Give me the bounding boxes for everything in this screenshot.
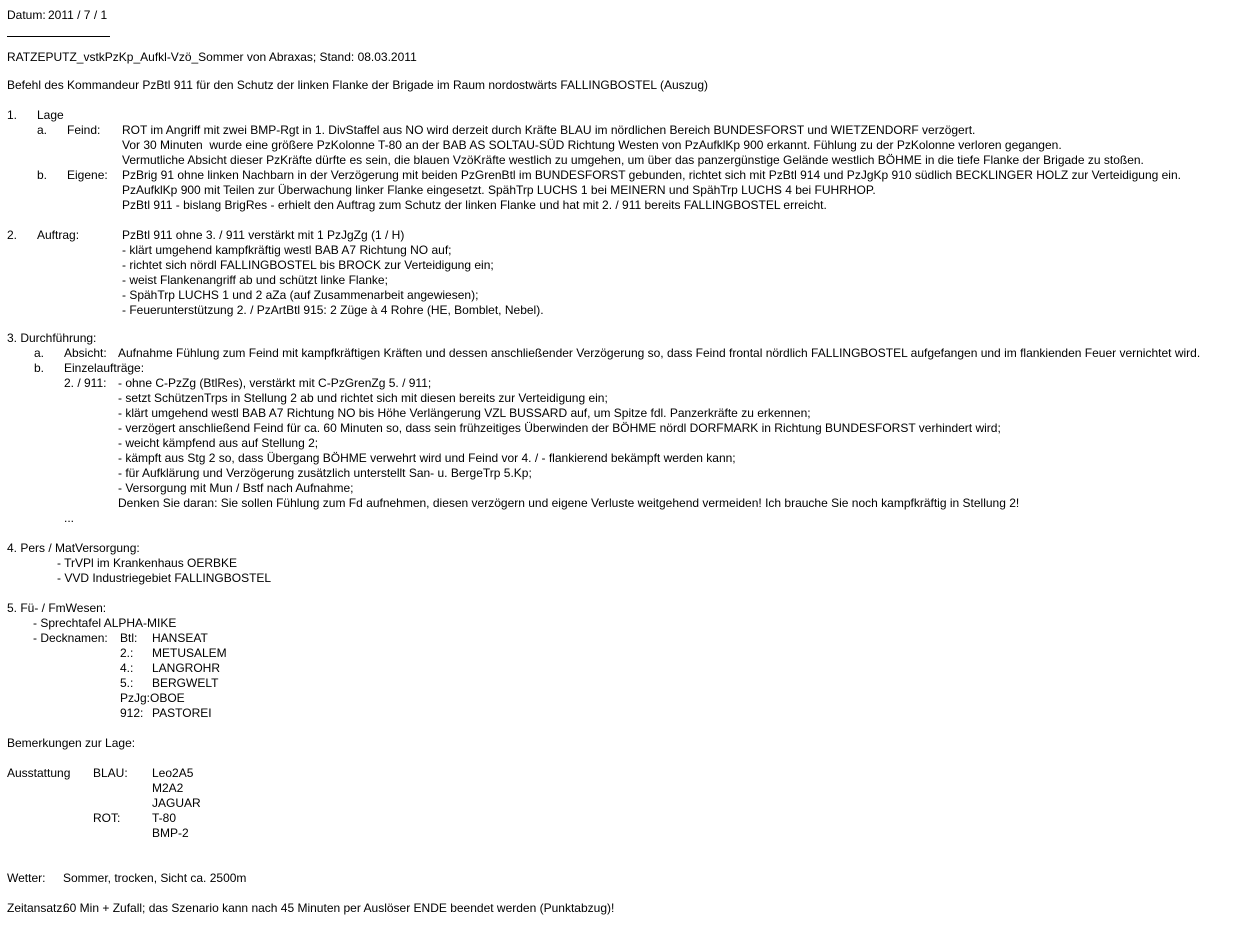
order-title-line-seg-0: Befehl des Kommandeur PzBtl 911 für den Schutz der linken Flanke der Brigade im Raum nordostwärts FALLINGBOSTEL (Auszug) bbox=[7, 78, 708, 92]
auftrag-line-5-seg-0: - SpähTrp LUCHS 1 und 2 aZa (auf Zusammenarbeit angewiesen); bbox=[122, 288, 479, 302]
ausstattung-line-5-seg-0: BMP-2 bbox=[152, 826, 189, 840]
lage-heading-line-seg-1: Lage bbox=[37, 108, 64, 122]
einzelauftraege-heading-line bbox=[0, 361, 1244, 376]
auftrag-line-3 bbox=[0, 258, 1244, 273]
ausstattung-line-2-seg-0: M2A2 bbox=[152, 781, 184, 795]
ausstattung-line-4-seg-0: ROT: bbox=[93, 811, 121, 825]
zeitansatz-line bbox=[0, 901, 1244, 916]
ellipsis-line-seg-0: ... bbox=[64, 511, 75, 525]
deckname-line-4-seg-1: BERGWELT bbox=[152, 676, 219, 690]
zeitansatz-line-seg-0: Zeitansatz: bbox=[7, 901, 66, 915]
durchfuehrung-heading-line-seg-0: 3. Durchführung: bbox=[7, 331, 97, 345]
einzelauftrag-line-5 bbox=[0, 436, 1244, 451]
wetter-line-seg-1: Sommer, trocken, Sicht ca. 2500m bbox=[63, 871, 247, 885]
einzelauftrag-line-2-seg-0: - setzt SchützenTrps in Stellung 2 ab und richtet sich mit diesen bereits zur Verteidigung ein; bbox=[118, 391, 608, 405]
deckname-line-3-seg-0: 4.: bbox=[120, 661, 134, 675]
eigene-line-1-seg-2: PzBrig 91 ohne linken Nachbarn in der Verzögerung mit beiden PzGrenBtl im BUNDESFORST gebunden, richtet sich mit PzBtl 914 und PzJgKp 910 südlich BECKLINGER HOLZ zur Verteidigung ein. bbox=[122, 168, 1181, 182]
einzelauftrag-line-5-seg-0: - weicht kämpfend aus auf Stellung 2; bbox=[118, 436, 319, 450]
auftrag-line-6 bbox=[0, 303, 1244, 318]
einzelauftraege-heading-line-seg-0: b. bbox=[34, 361, 45, 375]
datum-underline-line bbox=[0, 29, 1244, 44]
eigene-line-2-seg-0: PzAufklKp 900 mit Teilen zur Überwachung linker Flanke eingesetzt. SpähTrp LUCHS 1 bei MEINERN und SpähTrp LUCHS 4 bei FUHRHOP. bbox=[122, 183, 876, 197]
auftrag-line-4 bbox=[0, 273, 1244, 288]
auftrag-line-1-seg-2: PzBtl 911 ohne 3. / 911 verstärkt mit 1 PzJgZg (1 / H) bbox=[122, 228, 405, 242]
datum-line-seg-0: Datum: bbox=[7, 8, 46, 22]
deckname-line-2-seg-0: 2.: bbox=[120, 646, 134, 660]
einzelauftrag-line-3-seg-0: - klärt umgehend westl BAB A7 Richtung NO bis Höhe Verlängerung VZL BUSSARD auf, um Spitze fdl. Panzerkräfte zu erkennen; bbox=[118, 406, 811, 420]
eigene-line-3 bbox=[0, 198, 1244, 213]
deckname-line-2 bbox=[0, 646, 1244, 661]
bemerkungen-heading-line bbox=[0, 736, 1244, 751]
absicht-line-seg-2: Aufnahme Fühlung zum Feind mit kampfkräftigen Kräften und dessen anschließender Verzögerung so, dass Feind frontal nördlich FALLINGBOSTEL aufgefangen und im flankienden Feuer vernichtet wird. bbox=[118, 346, 1201, 360]
feind-line-1-seg-2: ROT im Angriff mit zwei BMP-Rgt in 1. DivStaffel aus NO wird derzeit durch Kräfte BLAU im nördlichen Bereich BUNDESFORST und WIETZENDORF verzögert. bbox=[122, 123, 976, 137]
einzelauftrag-line-7 bbox=[0, 466, 1244, 481]
einzelauftrag-line-6-seg-0: - kämpft aus Stg 2 so, dass Übergang BÖHME verwehrt wird und Feind vor 4. / - flankierend bekämpft werden kann; bbox=[118, 451, 736, 465]
deckname-line-1 bbox=[0, 631, 1244, 646]
deckname-line-5 bbox=[0, 691, 1244, 706]
file-title-line bbox=[0, 50, 1244, 65]
deckname-line-5-seg-0: PzJg: bbox=[120, 691, 151, 705]
auftrag-line-3-seg-0: - richtet sich nördl FALLINGBOSTEL bis BROCK zur Verteidigung ein; bbox=[122, 258, 494, 272]
einzelauftrag-line-8-seg-0: - Versorgung mit Mun / Bstf nach Aufnahme; bbox=[118, 481, 354, 495]
ellipsis-line bbox=[0, 511, 1244, 526]
feind-line-1-seg-1: Feind: bbox=[67, 123, 101, 137]
file-title-line-seg-0: RATZEPUTZ_vstkPzKp_Aufkl-Vzö_Sommer von Abraxas; Stand: 08.03.2011 bbox=[7, 50, 417, 64]
persmat-line-1 bbox=[0, 556, 1244, 571]
einzelauftrag-line-9-seg-0: Denken Sie daran: Sie sollen Fühlung zum Fd aufnehmen, diesen verzögern und eigene Verluste weitgehend vermeiden! Ich brauche Sie noch kampfkräftig in Stellung 2! bbox=[118, 496, 1020, 510]
einzelauftrag-line-7-seg-0: - für Aufklärung und Verzögerung zusätzlich unterstellt San- u. BergeTrp 5.Kp; bbox=[118, 466, 532, 480]
deckname-line-4-seg-0: 5.: bbox=[120, 676, 134, 690]
einzelauftrag-line-6 bbox=[0, 451, 1244, 466]
persmat-line-2-seg-0: - VVD Industriegebiet FALLINGBOSTEL bbox=[57, 571, 272, 585]
deckname-line-6-seg-0: 912: bbox=[120, 706, 144, 720]
auftrag-line-1-seg-0: 2. bbox=[7, 228, 18, 242]
einzelauftrag-line-9 bbox=[0, 496, 1244, 511]
einzelauftrag-line-1 bbox=[0, 376, 1244, 391]
ausstattung-line-3 bbox=[0, 796, 1244, 811]
auftrag-line-2 bbox=[0, 243, 1244, 258]
fmwesen-heading-line-seg-0: 5. Fü- / FmWesen: bbox=[7, 601, 107, 615]
einzelauftrag-line-4 bbox=[0, 421, 1244, 436]
auftrag-line-1-seg-1: Auftrag: bbox=[37, 228, 80, 242]
ausstattung-line-1-seg-0: Ausstattung bbox=[7, 766, 71, 780]
persmat-heading-line-seg-0: 4. Pers / MatVersorgung: bbox=[7, 541, 140, 555]
einzelauftrag-line-4-seg-0: - verzögert anschließend Feind für ca. 60 Minuten so, dass sein frühzeitiges Überwinden der BÖHME nördl DORFMARK in Richtung BUNDESFORST verhindert wird; bbox=[118, 421, 1001, 435]
auftrag-line-5 bbox=[0, 288, 1244, 303]
deckname-line-4 bbox=[0, 676, 1244, 691]
eigene-line-1-seg-0: b. bbox=[37, 168, 48, 182]
lage-heading-line-seg-0: 1. bbox=[7, 108, 18, 122]
feind-line-3-seg-0: Vermutliche Absicht dieser PzKräfte dürfte es sein, die blauen VzöKräfte westlich zu umgehen, um über das panzergünstige Gelände westlich BÖHME in die tiefe Flanke der Brigade zu stoßen. bbox=[122, 153, 1144, 167]
ausstattung-line-2 bbox=[0, 781, 1244, 796]
auftrag-line-1 bbox=[0, 228, 1244, 243]
ausstattung-line-4-seg-1: T-80 bbox=[152, 811, 177, 825]
ausstattung-line-4 bbox=[0, 811, 1244, 826]
sprechtafel-line-seg-0: - Sprechtafel ALPHA-MIKE bbox=[33, 616, 177, 630]
deckname-line-6-seg-1: PASTOREI bbox=[152, 706, 212, 720]
auftrag-line-4-seg-0: - weist Flankenangriff ab und schützt linke Flanke; bbox=[122, 273, 388, 287]
eigene-line-2 bbox=[0, 183, 1244, 198]
datum-line-seg-1: 2011 / 7 / 1 bbox=[48, 8, 108, 22]
zeitansatz-line-seg-1: 60 Min + Zufall; das Szenario kann nach 45 Minuten per Auslöser ENDE beendet werden (Punktabzug)! bbox=[63, 901, 615, 915]
ausstattung-line-5 bbox=[0, 826, 1244, 841]
ausstattung-line-1-seg-2: Leo2A5 bbox=[152, 766, 194, 780]
absicht-line-seg-1: Absicht: bbox=[64, 346, 107, 360]
order-title-line bbox=[0, 78, 1244, 93]
bemerkungen-heading-line-seg-0: Bemerkungen zur Lage: bbox=[7, 736, 136, 750]
ausstattung-line-3-seg-0: JAGUAR bbox=[152, 796, 201, 810]
einzelauftraege-heading-line-seg-1: Einzelaufträge: bbox=[64, 361, 145, 375]
feind-line-3 bbox=[0, 153, 1244, 168]
absicht-line-seg-0: a. bbox=[34, 346, 45, 360]
deckname-line-1-seg-2: HANSEAT bbox=[152, 631, 208, 645]
persmat-line-1-seg-0: - TrVPl im Krankenhaus OERBKE bbox=[57, 556, 238, 570]
deckname-line-5-seg-1: OBOE bbox=[150, 691, 185, 705]
eigene-line-3-seg-0: PzBtl 911 - bislang BrigRes - erhielt den Auftrag zum Schutz der linken Flanke und hat mit 2. / 911 bereits FALLINGBOSTEL erreicht. bbox=[122, 198, 827, 212]
einzelauftrag-line-1-seg-0: 2. / 911: bbox=[64, 376, 107, 390]
einzelauftrag-line-2 bbox=[0, 391, 1244, 406]
feind-line-1-seg-0: a. bbox=[37, 123, 48, 137]
sprechtafel-line bbox=[0, 616, 1244, 631]
lage-heading-line bbox=[0, 108, 1244, 123]
datum-line bbox=[0, 8, 1244, 23]
durchfuehrung-heading-line bbox=[0, 331, 1244, 346]
eigene-line-1-seg-1: Eigene: bbox=[67, 168, 108, 182]
persmat-line-2 bbox=[0, 571, 1244, 586]
feind-line-2 bbox=[0, 138, 1244, 153]
ausstattung-line-1 bbox=[0, 766, 1244, 781]
auftrag-line-6-seg-0: - Feuerunterstützung 2. / PzArtBtl 915: 2 Züge à 4 Rohre (HE, Bomblet, Nebel). bbox=[122, 303, 544, 317]
ausstattung-line-1-seg-1: BLAU: bbox=[93, 766, 128, 780]
einzelauftrag-line-1-seg-1: - ohne C-PzZg (BtlRes), verstärkt mit C-PzGrenZg 5. / 911; bbox=[118, 376, 432, 390]
deckname-line-3-seg-1: LANGROHR bbox=[152, 661, 221, 675]
feind-line-2-seg-0: Vor 30 Minuten wurde eine größere PzKolonne T-80 an der BAB AS SOLTAU-SÜD Richtung Westen von PzAufklKp 900 erkannt. Fühlung zu der PzKolonne verloren gegangen. bbox=[122, 138, 1062, 152]
einzelauftrag-line-3 bbox=[0, 406, 1244, 421]
wetter-line-seg-0: Wetter: bbox=[7, 871, 46, 885]
deckname-line-6 bbox=[0, 706, 1244, 721]
persmat-heading-line bbox=[0, 541, 1244, 556]
einzelauftrag-line-8 bbox=[0, 481, 1244, 496]
fmwesen-heading-line bbox=[0, 601, 1244, 616]
absicht-line bbox=[0, 346, 1244, 361]
deckname-line-2-seg-1: METUSALEM bbox=[152, 646, 227, 660]
deckname-line-1-seg-1: Btl: bbox=[120, 631, 138, 645]
deckname-line-1-seg-0: - Decknamen: bbox=[33, 631, 108, 645]
auftrag-line-2-seg-0: - klärt umgehend kampfkräftig westl BAB A7 Richtung NO auf; bbox=[122, 243, 452, 257]
deckname-line-3 bbox=[0, 661, 1244, 676]
wetter-line bbox=[0, 871, 1244, 886]
feind-line-1 bbox=[0, 123, 1244, 138]
horizontal-rule bbox=[7, 36, 110, 37]
eigene-line-1 bbox=[0, 168, 1244, 183]
